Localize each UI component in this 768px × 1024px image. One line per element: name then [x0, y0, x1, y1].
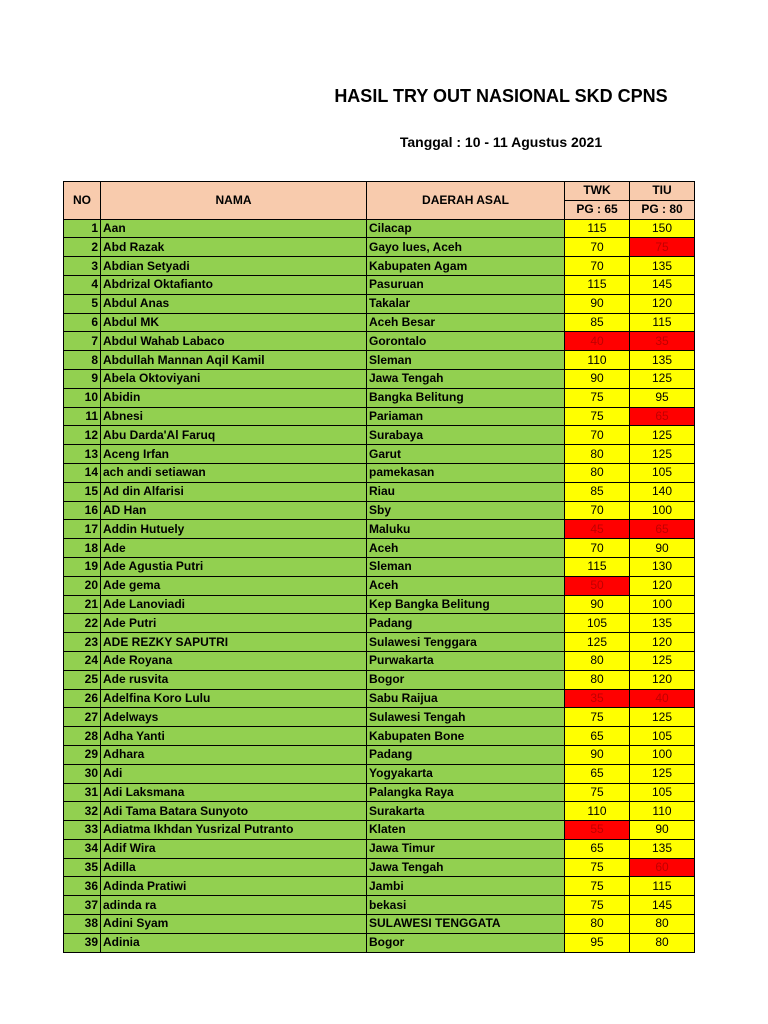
cell-no: 13 — [64, 445, 101, 464]
cell-tiu: 60 — [630, 858, 695, 877]
cell-twk: 75 — [565, 877, 630, 896]
cell-tiu: 65 — [630, 520, 695, 539]
cell-tiu: 135 — [630, 257, 695, 276]
cell-no: 22 — [64, 614, 101, 633]
cell-no: 2 — [64, 238, 101, 257]
cell-nama: Ade — [101, 539, 367, 558]
cell-twk: 105 — [565, 614, 630, 633]
cell-nama: Abidin — [101, 388, 367, 407]
cell-tiu: 40 — [630, 689, 695, 708]
results-table — [63, 181, 695, 953]
table-row — [64, 238, 695, 257]
cell-no: 15 — [64, 482, 101, 501]
cell-no: 38 — [64, 915, 101, 934]
cell-daerah: Sleman — [367, 557, 565, 576]
cell-nama: Adhara — [101, 745, 367, 764]
table-row — [64, 783, 695, 802]
cell-nama: Adelways — [101, 708, 367, 727]
table-row — [64, 463, 695, 482]
cell-tiu: 135 — [630, 351, 695, 370]
cell-nama: Adi — [101, 764, 367, 783]
cell-tiu: 100 — [630, 595, 695, 614]
cell-no: 31 — [64, 783, 101, 802]
table-row — [64, 896, 695, 915]
table-row — [64, 501, 695, 520]
cell-no: 8 — [64, 351, 101, 370]
cell-twk: 90 — [565, 294, 630, 313]
cell-twk: 80 — [565, 915, 630, 934]
table-row — [64, 219, 695, 238]
cell-no: 28 — [64, 727, 101, 746]
cell-nama: Ad din Alfarisi — [101, 482, 367, 501]
table-row — [64, 351, 695, 370]
cell-nama: Adini Syam — [101, 915, 367, 934]
cell-daerah: Klaten — [367, 821, 565, 840]
cell-daerah: Jawa Timur — [367, 839, 565, 858]
cell-nama: Abu Darda'Al Faruq — [101, 426, 367, 445]
cell-twk: 40 — [565, 332, 630, 351]
cell-no: 7 — [64, 332, 101, 351]
cell-daerah: Cilacap — [367, 219, 565, 238]
cell-no: 10 — [64, 388, 101, 407]
cell-twk: 50 — [565, 576, 630, 595]
table-row — [64, 388, 695, 407]
cell-tiu: 80 — [630, 915, 695, 934]
cell-nama: Ade Lanoviadi — [101, 595, 367, 614]
header-tiu: TIU — [630, 182, 695, 201]
cell-twk: 35 — [565, 689, 630, 708]
cell-twk: 70 — [565, 539, 630, 558]
table-row — [64, 294, 695, 313]
cell-daerah: Purwakarta — [367, 651, 565, 670]
cell-tiu: 125 — [630, 651, 695, 670]
table-row — [64, 520, 695, 539]
cell-nama: Adi Laksmana — [101, 783, 367, 802]
cell-nama: AD Han — [101, 501, 367, 520]
cell-daerah: Sulawesi Tenggara — [367, 633, 565, 652]
cell-nama: Abela Oktoviyani — [101, 369, 367, 388]
cell-tiu: 90 — [630, 821, 695, 840]
cell-daerah: Aceh — [367, 576, 565, 595]
cell-no: 9 — [64, 369, 101, 388]
cell-twk: 65 — [565, 764, 630, 783]
cell-daerah: Jawa Tengah — [367, 858, 565, 877]
cell-daerah: Gayo lues, Aceh — [367, 238, 565, 257]
cell-daerah: Pasuruan — [367, 275, 565, 294]
header-nama: NAMA — [101, 182, 367, 220]
cell-daerah: Sby — [367, 501, 565, 520]
cell-twk: 75 — [565, 407, 630, 426]
table-row — [64, 407, 695, 426]
table-row — [64, 332, 695, 351]
cell-nama: Addin Hutuely — [101, 520, 367, 539]
cell-no: 23 — [64, 633, 101, 652]
cell-nama: Adif Wira — [101, 839, 367, 858]
cell-nama: Abdul MK — [101, 313, 367, 332]
cell-twk: 65 — [565, 727, 630, 746]
cell-daerah: Maluku — [367, 520, 565, 539]
cell-twk: 75 — [565, 388, 630, 407]
cell-no: 32 — [64, 802, 101, 821]
cell-twk: 80 — [565, 670, 630, 689]
table-row — [64, 689, 695, 708]
cell-nama: Abdul Wahab Labaco — [101, 332, 367, 351]
cell-nama: Ade Putri — [101, 614, 367, 633]
cell-tiu: 150 — [630, 219, 695, 238]
cell-no: 39 — [64, 933, 101, 952]
table-row — [64, 802, 695, 821]
cell-tiu: 145 — [630, 896, 695, 915]
cell-tiu: 120 — [630, 670, 695, 689]
cell-nama: Adi Tama Batara Sunyoto — [101, 802, 367, 821]
cell-no: 33 — [64, 821, 101, 840]
cell-twk: 80 — [565, 463, 630, 482]
cell-twk: 55 — [565, 821, 630, 840]
table-row — [64, 313, 695, 332]
cell-no: 6 — [64, 313, 101, 332]
cell-nama: Adiatma Ikhdan Yusrizal Putranto — [101, 821, 367, 840]
cell-no: 27 — [64, 708, 101, 727]
cell-daerah: bekasi — [367, 896, 565, 915]
table-row — [64, 933, 695, 952]
cell-twk: 70 — [565, 257, 630, 276]
header-no: NO — [64, 182, 101, 220]
cell-no: 19 — [64, 557, 101, 576]
table-row — [64, 614, 695, 633]
cell-twk: 90 — [565, 369, 630, 388]
cell-twk: 115 — [565, 557, 630, 576]
cell-daerah: Sulawesi Tengah — [367, 708, 565, 727]
cell-twk: 75 — [565, 708, 630, 727]
cell-daerah: Surakarta — [367, 802, 565, 821]
cell-daerah: Kabupaten Bone — [367, 727, 565, 746]
table-row — [64, 858, 695, 877]
cell-daerah: Bogor — [367, 670, 565, 689]
table-row — [64, 482, 695, 501]
cell-daerah: Jawa Tengah — [367, 369, 565, 388]
table-row — [64, 369, 695, 388]
cell-daerah: Aceh — [367, 539, 565, 558]
cell-no: 36 — [64, 877, 101, 896]
cell-twk: 90 — [565, 745, 630, 764]
cell-tiu: 75 — [630, 238, 695, 257]
cell-tiu: 125 — [630, 445, 695, 464]
cell-tiu: 120 — [630, 576, 695, 595]
cell-tiu: 125 — [630, 764, 695, 783]
cell-tiu: 125 — [630, 708, 695, 727]
table-row — [64, 745, 695, 764]
cell-twk: 115 — [565, 275, 630, 294]
cell-daerah: Kabupaten Agam — [367, 257, 565, 276]
table-row — [64, 426, 695, 445]
cell-daerah: Bangka Belitung — [367, 388, 565, 407]
cell-twk: 70 — [565, 501, 630, 520]
cell-twk: 70 — [565, 426, 630, 445]
cell-no: 20 — [64, 576, 101, 595]
table-row — [64, 275, 695, 294]
cell-nama: Aceng Irfan — [101, 445, 367, 464]
table-row — [64, 539, 695, 558]
table-row — [64, 595, 695, 614]
table-row — [64, 727, 695, 746]
cell-no: 11 — [64, 407, 101, 426]
header-twk-pg: PG : 65 — [565, 200, 630, 219]
cell-tiu: 100 — [630, 501, 695, 520]
cell-twk: 80 — [565, 445, 630, 464]
cell-no: 34 — [64, 839, 101, 858]
cell-no: 21 — [64, 595, 101, 614]
cell-nama: Adinia — [101, 933, 367, 952]
cell-nama: Abdullah Mannan Aqil Kamil — [101, 351, 367, 370]
cell-daerah: Padang — [367, 614, 565, 633]
header-tiu-pg: PG : 80 — [630, 200, 695, 219]
table-row — [64, 708, 695, 727]
header-twk: TWK — [565, 182, 630, 201]
table-row — [64, 877, 695, 896]
cell-daerah: Sabu Raijua — [367, 689, 565, 708]
cell-twk: 45 — [565, 520, 630, 539]
cell-twk: 75 — [565, 783, 630, 802]
cell-no: 37 — [64, 896, 101, 915]
cell-twk: 75 — [565, 896, 630, 915]
cell-daerah: Takalar — [367, 294, 565, 313]
cell-twk: 75 — [565, 858, 630, 877]
cell-nama: Aan — [101, 219, 367, 238]
cell-no: 5 — [64, 294, 101, 313]
table-row — [64, 633, 695, 652]
cell-no: 3 — [64, 257, 101, 276]
cell-tiu: 125 — [630, 369, 695, 388]
cell-daerah: Bogor — [367, 933, 565, 952]
cell-nama: Adinda Pratiwi — [101, 877, 367, 896]
cell-nama: Adha Yanti — [101, 727, 367, 746]
cell-tiu: 35 — [630, 332, 695, 351]
cell-nama: Adelfina Koro Lulu — [101, 689, 367, 708]
cell-twk: 95 — [565, 933, 630, 952]
cell-nama: ADE REZKY SAPUTRI — [101, 633, 367, 652]
cell-tiu: 140 — [630, 482, 695, 501]
cell-no: 29 — [64, 745, 101, 764]
cell-no: 24 — [64, 651, 101, 670]
cell-daerah: SULAWESI TENGGATA — [367, 915, 565, 934]
cell-tiu: 125 — [630, 426, 695, 445]
cell-daerah: Gorontalo — [367, 332, 565, 351]
cell-nama: Ade Royana — [101, 651, 367, 670]
cell-nama: Ade gema — [101, 576, 367, 595]
cell-no: 4 — [64, 275, 101, 294]
cell-no: 18 — [64, 539, 101, 558]
cell-twk: 125 — [565, 633, 630, 652]
cell-daerah: Jambi — [367, 877, 565, 896]
cell-nama: Ade Agustia Putri — [101, 557, 367, 576]
cell-no: 30 — [64, 764, 101, 783]
cell-no: 16 — [64, 501, 101, 520]
table-row — [64, 839, 695, 858]
cell-twk: 85 — [565, 482, 630, 501]
cell-nama: ach andi setiawan — [101, 463, 367, 482]
cell-tiu: 135 — [630, 614, 695, 633]
cell-tiu: 135 — [630, 839, 695, 858]
cell-daerah: Sleman — [367, 351, 565, 370]
cell-tiu: 145 — [630, 275, 695, 294]
cell-nama: Ade rusvita — [101, 670, 367, 689]
cell-tiu: 90 — [630, 539, 695, 558]
cell-daerah: Garut — [367, 445, 565, 464]
cell-twk: 110 — [565, 802, 630, 821]
cell-twk: 70 — [565, 238, 630, 257]
cell-tiu: 65 — [630, 407, 695, 426]
cell-twk: 80 — [565, 651, 630, 670]
cell-daerah: pamekasan — [367, 463, 565, 482]
cell-tiu: 105 — [630, 463, 695, 482]
page-title: HASIL TRY OUT NASIONAL SKD CPNS — [334, 86, 668, 106]
table-row — [64, 821, 695, 840]
cell-daerah: Pariaman — [367, 407, 565, 426]
cell-tiu: 100 — [630, 745, 695, 764]
cell-twk: 90 — [565, 595, 630, 614]
cell-twk: 110 — [565, 351, 630, 370]
table-body — [64, 219, 695, 952]
cell-tiu: 115 — [630, 877, 695, 896]
cell-daerah: Surabaya — [367, 426, 565, 445]
cell-nama: adinda ra — [101, 896, 367, 915]
cell-nama: Abd Razak — [101, 238, 367, 257]
cell-no: 1 — [64, 219, 101, 238]
date-subtitle: Tanggal : 10 - 11 Agustus 2021 — [399, 134, 603, 150]
cell-nama: Adilla — [101, 858, 367, 877]
cell-no: 25 — [64, 670, 101, 689]
cell-no: 26 — [64, 689, 101, 708]
cell-tiu: 80 — [630, 933, 695, 952]
cell-no: 17 — [64, 520, 101, 539]
cell-daerah: Riau — [367, 482, 565, 501]
cell-tiu: 110 — [630, 802, 695, 821]
cell-twk: 115 — [565, 219, 630, 238]
table-row — [64, 257, 695, 276]
table-row — [64, 764, 695, 783]
cell-nama: Abdrizal Oktafianto — [101, 275, 367, 294]
cell-tiu: 120 — [630, 633, 695, 652]
cell-no: 12 — [64, 426, 101, 445]
table-row — [64, 670, 695, 689]
cell-tiu: 130 — [630, 557, 695, 576]
table-row — [64, 576, 695, 595]
cell-twk: 65 — [565, 839, 630, 858]
cell-daerah: Palangka Raya — [367, 783, 565, 802]
cell-nama: Abdul Anas — [101, 294, 367, 313]
cell-no: 35 — [64, 858, 101, 877]
cell-tiu: 105 — [630, 783, 695, 802]
table-row — [64, 445, 695, 464]
cell-tiu: 115 — [630, 313, 695, 332]
cell-daerah: Kep Bangka Belitung — [367, 595, 565, 614]
cell-tiu: 95 — [630, 388, 695, 407]
table-row — [64, 915, 695, 934]
cell-nama: Abnesi — [101, 407, 367, 426]
cell-tiu: 105 — [630, 727, 695, 746]
cell-tiu: 120 — [630, 294, 695, 313]
cell-nama: Abdian Setyadi — [101, 257, 367, 276]
cell-twk: 85 — [565, 313, 630, 332]
cell-daerah: Padang — [367, 745, 565, 764]
cell-no: 14 — [64, 463, 101, 482]
header-daerah: DAERAH ASAL — [367, 182, 565, 220]
table-row — [64, 651, 695, 670]
cell-daerah: Aceh Besar — [367, 313, 565, 332]
table-header — [64, 182, 695, 220]
cell-daerah: Yogyakarta — [367, 764, 565, 783]
table-row — [64, 557, 695, 576]
